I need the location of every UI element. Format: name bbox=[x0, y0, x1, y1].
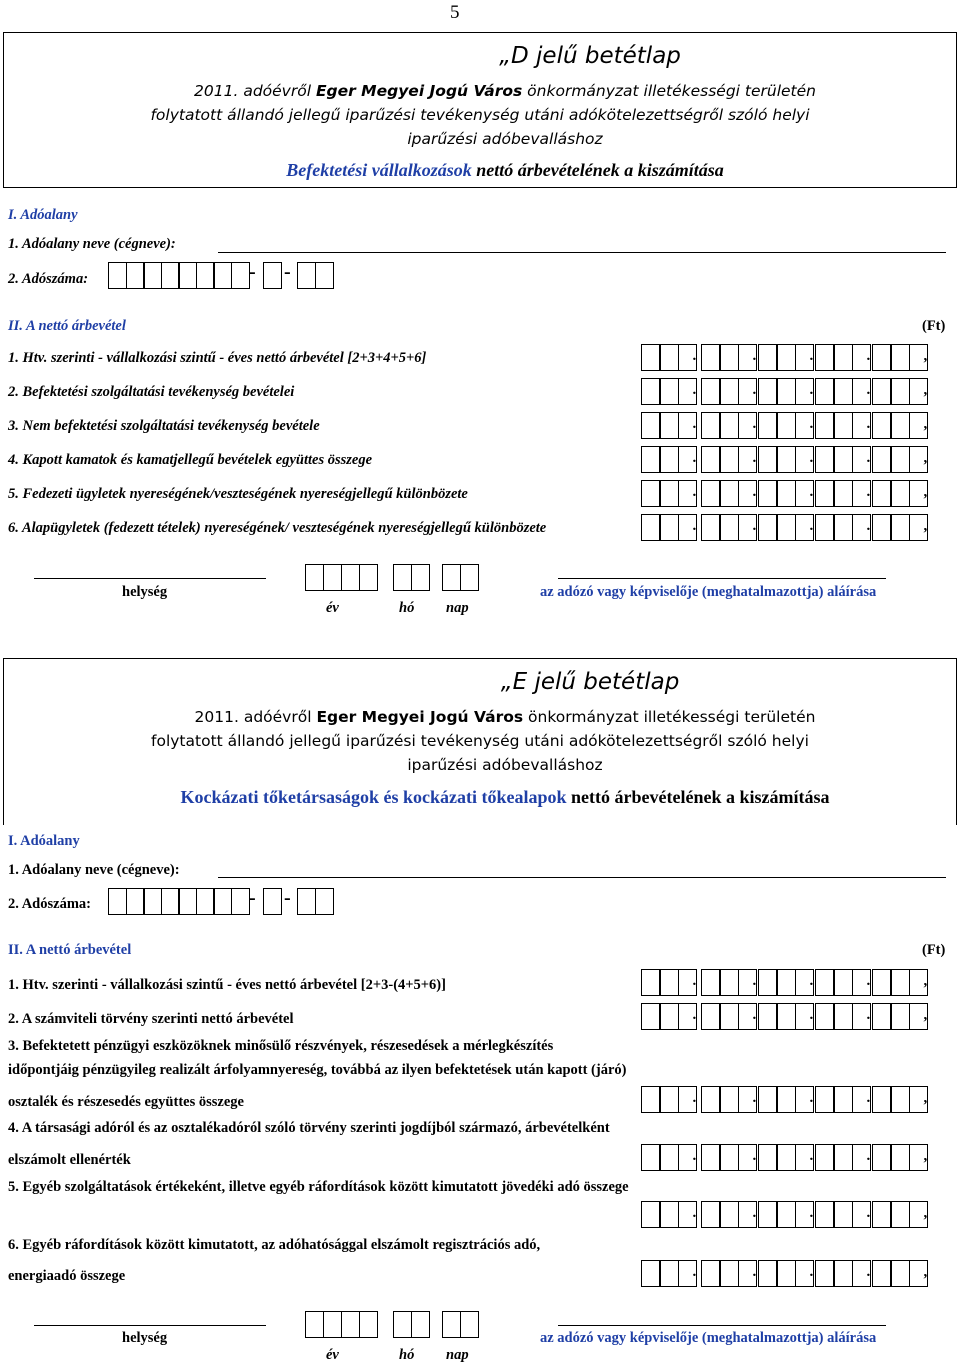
section-d-header-frame bbox=[3, 32, 957, 188]
tax-digit-box[interactable] bbox=[126, 262, 145, 289]
section-d-line3: iparűzési adóbevalláshoz bbox=[407, 130, 603, 148]
amount-separator: . bbox=[866, 1148, 871, 1164]
section-d-row-1: 1. Htv. szerinti - vállalkozási szintű - éves nettó árbevétel [2+3+4+5+6] bbox=[8, 350, 427, 366]
amount-digit-box[interactable] bbox=[815, 1086, 834, 1113]
section-e-subtitle: Kockázati tőketársaságok és kockázati tőkealapok nettó árbevételének a kiszámítása bbox=[180, 787, 830, 807]
amount-digit-box[interactable] bbox=[701, 1003, 720, 1030]
amount-digit-box[interactable] bbox=[891, 969, 910, 996]
amount-separator: , bbox=[923, 973, 928, 989]
amount-separator: . bbox=[866, 973, 871, 989]
amount-separator: . bbox=[809, 518, 814, 534]
amount-digit-box[interactable] bbox=[720, 1086, 739, 1113]
amount-digit-box[interactable] bbox=[758, 1260, 777, 1287]
section-e-name-line[interactable] bbox=[218, 877, 946, 878]
amount-digit-box[interactable] bbox=[660, 1201, 679, 1228]
amount-digit-box[interactable] bbox=[815, 1144, 834, 1171]
section-e-signature-caption: az adózó vagy képviselője (meghatalmazottja) aláírása bbox=[540, 1330, 877, 1346]
section-d-line2: folytatott állandó jellegű iparűzési tevékenység utáni adókötelezettségről szóló helyi bbox=[150, 106, 810, 124]
amount-digit-box[interactable] bbox=[777, 1201, 796, 1228]
amount-digit-box[interactable] bbox=[758, 514, 777, 541]
amount-digit-box[interactable] bbox=[777, 446, 796, 473]
amount-digit-box[interactable] bbox=[701, 514, 720, 541]
year-digit-box[interactable] bbox=[359, 1311, 378, 1338]
amount-digit-box[interactable] bbox=[701, 480, 720, 507]
section-d-line1: 2011. adóévről Eger Megyei Jogú Város önkormányzat illetékességi területén bbox=[194, 82, 816, 100]
amount-digit-box[interactable] bbox=[720, 969, 739, 996]
amount-separator: , bbox=[923, 1264, 928, 1280]
section-e-place-caption: helység bbox=[122, 1330, 168, 1346]
amount-digit-box[interactable] bbox=[660, 344, 679, 371]
day-digit-box[interactable] bbox=[460, 1311, 479, 1338]
amount-digit-box[interactable] bbox=[660, 514, 679, 541]
section-e-signature-line[interactable] bbox=[558, 1325, 886, 1326]
amount-digit-box[interactable] bbox=[777, 1086, 796, 1113]
tax-digit-box[interactable] bbox=[196, 262, 215, 289]
amount-separator: . bbox=[752, 1148, 757, 1164]
amount-digit-box[interactable] bbox=[815, 969, 834, 996]
section-e-month: hó bbox=[399, 1347, 415, 1363]
section-d-unit: (Ft) bbox=[922, 318, 946, 334]
tax-separator-dash: - bbox=[249, 261, 256, 283]
amount-digit-box[interactable] bbox=[720, 480, 739, 507]
amount-digit-box[interactable] bbox=[720, 1260, 739, 1287]
amount-digit-box[interactable] bbox=[872, 446, 891, 473]
amount-digit-box[interactable] bbox=[777, 1003, 796, 1030]
amount-separator: . bbox=[866, 1205, 871, 1221]
amount-separator: , bbox=[923, 1148, 928, 1164]
amount-separator: . bbox=[809, 484, 814, 500]
amount-digit-box[interactable] bbox=[872, 1260, 891, 1287]
amount-digit-box[interactable] bbox=[834, 514, 853, 541]
amount-separator: . bbox=[809, 348, 814, 364]
amount-separator: . bbox=[752, 1007, 757, 1023]
amount-separator: , bbox=[923, 1090, 928, 1106]
section-d-signature-line[interactable] bbox=[558, 578, 886, 579]
tax-digit-box[interactable] bbox=[108, 262, 127, 289]
amount-digit-box[interactable] bbox=[720, 344, 739, 371]
amount-separator: . bbox=[692, 416, 697, 432]
section-d-place-caption: helység bbox=[122, 584, 168, 600]
amount-digit-box[interactable] bbox=[834, 446, 853, 473]
amount-separator: . bbox=[692, 1205, 697, 1221]
amount-digit-box[interactable] bbox=[641, 480, 660, 507]
amount-separator: . bbox=[752, 416, 757, 432]
amount-separator: . bbox=[692, 1007, 697, 1023]
amount-separator: . bbox=[809, 450, 814, 466]
section-e-year: év bbox=[326, 1347, 339, 1363]
amount-digit-box[interactable] bbox=[834, 378, 853, 405]
tax-separator-dash: - bbox=[249, 887, 256, 909]
amount-digit-box[interactable] bbox=[815, 514, 834, 541]
amount-digit-box[interactable] bbox=[641, 1144, 660, 1171]
amount-separator: . bbox=[692, 348, 697, 364]
tax-digit-box[interactable] bbox=[178, 262, 197, 289]
section-d-row-5: 5. Fedezeti ügyletek nyereségének/veszteségének nyereségjellegű különbözete bbox=[8, 486, 468, 502]
amount-digit-box[interactable] bbox=[891, 480, 910, 507]
year-digit-box[interactable] bbox=[323, 1311, 342, 1338]
section-e-row4b: elszámolt ellenérték bbox=[8, 1152, 131, 1168]
amount-separator: . bbox=[866, 348, 871, 364]
month-digit-box[interactable] bbox=[411, 564, 430, 591]
amount-separator: , bbox=[923, 1205, 928, 1221]
section-e-row6b: energiaadó összege bbox=[8, 1268, 126, 1284]
amount-separator: , bbox=[923, 518, 928, 534]
section-e-line1: 2011. adóévről Eger Megyei Jogú Város önkormányzat illetékességi területén bbox=[194, 708, 816, 726]
day-digit-box[interactable] bbox=[442, 1311, 461, 1338]
amount-digit-box[interactable] bbox=[660, 412, 679, 439]
amount-digit-box[interactable] bbox=[758, 1086, 777, 1113]
amount-digit-box[interactable] bbox=[660, 1086, 679, 1113]
amount-digit-box[interactable] bbox=[777, 1260, 796, 1287]
section-d-year: év bbox=[326, 600, 339, 616]
amount-separator: . bbox=[752, 518, 757, 534]
amount-digit-box[interactable] bbox=[720, 1003, 739, 1030]
amount-separator: , bbox=[923, 450, 928, 466]
amount-digit-box[interactable] bbox=[641, 446, 660, 473]
tax-digit-box[interactable] bbox=[231, 888, 250, 915]
section-e-unit: (Ft) bbox=[922, 942, 946, 958]
amount-digit-box[interactable] bbox=[758, 378, 777, 405]
section-e-row2: 2. A számviteli törvény szerinti nettó árbevétel bbox=[8, 1011, 294, 1027]
amount-separator: , bbox=[923, 416, 928, 432]
tax-digit-box[interactable] bbox=[315, 888, 334, 915]
tax-digit-box[interactable] bbox=[213, 888, 232, 915]
amount-separator: . bbox=[809, 416, 814, 432]
section-d-tax-label: 2. Adószáma: bbox=[8, 271, 89, 287]
amount-digit-box[interactable] bbox=[720, 378, 739, 405]
tax-digit-box[interactable] bbox=[108, 888, 127, 915]
tax-digit-box[interactable] bbox=[161, 262, 180, 289]
amount-digit-box[interactable] bbox=[834, 1201, 853, 1228]
tax-digit-box[interactable] bbox=[178, 888, 197, 915]
amount-digit-box[interactable] bbox=[701, 412, 720, 439]
amount-digit-box[interactable] bbox=[834, 1086, 853, 1113]
amount-digit-box[interactable] bbox=[660, 480, 679, 507]
amount-separator: . bbox=[752, 382, 757, 398]
amount-digit-box[interactable] bbox=[641, 1086, 660, 1113]
section-e-header-frame bbox=[3, 658, 957, 825]
amount-digit-box[interactable] bbox=[834, 1260, 853, 1287]
amount-digit-box[interactable] bbox=[777, 412, 796, 439]
section-e-part2: II. A nettó árbevétel bbox=[8, 942, 132, 958]
amount-digit-box[interactable] bbox=[660, 1003, 679, 1030]
amount-digit-box[interactable] bbox=[815, 446, 834, 473]
amount-digit-box[interactable] bbox=[872, 480, 891, 507]
amount-digit-box[interactable] bbox=[701, 378, 720, 405]
amount-digit-box[interactable] bbox=[720, 412, 739, 439]
tax-digit-box[interactable] bbox=[143, 888, 162, 915]
amount-separator: , bbox=[923, 382, 928, 398]
amount-digit-box[interactable] bbox=[834, 344, 853, 371]
tax-digit-box[interactable] bbox=[297, 262, 316, 289]
amount-separator: . bbox=[866, 518, 871, 534]
section-e-line3: iparűzési adóbevalláshoz bbox=[407, 756, 603, 774]
month-digit-box[interactable] bbox=[411, 1311, 430, 1338]
amount-separator: . bbox=[866, 1264, 871, 1280]
amount-separator: . bbox=[809, 1148, 814, 1164]
section-e-row1: 1. Htv. szerinti - vállalkozási szintű - éves nettó árbevétel [2+3-(4+5+6)] bbox=[8, 977, 446, 993]
amount-digit-box[interactable] bbox=[758, 1003, 777, 1030]
tax-digit-box[interactable] bbox=[315, 262, 334, 289]
amount-digit-box[interactable] bbox=[660, 446, 679, 473]
section-e-day: nap bbox=[446, 1347, 469, 1363]
tax-digit-box[interactable] bbox=[231, 262, 250, 289]
amount-digit-box[interactable] bbox=[660, 378, 679, 405]
section-e-row5a: 5. Egyéb szolgáltatások értékeként, illetve egyéb ráfordítások között kimutatott jövedéki adó összege bbox=[8, 1179, 629, 1195]
amount-separator: . bbox=[809, 1090, 814, 1106]
amount-digit-box[interactable] bbox=[834, 1003, 853, 1030]
section-e-row3a: 3. Befektetett pénzügyi eszközöknek minősülő részvények, részesedések a mérlegkészítés bbox=[8, 1038, 554, 1054]
amount-digit-box[interactable] bbox=[641, 378, 660, 405]
amount-separator: . bbox=[752, 348, 757, 364]
amount-digit-box[interactable] bbox=[701, 344, 720, 371]
amount-digit-box[interactable] bbox=[777, 344, 796, 371]
amount-separator: . bbox=[692, 484, 697, 500]
day-digit-box[interactable] bbox=[442, 564, 461, 591]
amount-separator: . bbox=[692, 450, 697, 466]
amount-separator: . bbox=[692, 1090, 697, 1106]
section-e-line2: folytatott állandó jellegű iparűzési tevékenység utáni adókötelezettségről szóló helyi bbox=[151, 732, 809, 750]
section-d-row-4: 4. Kapott kamatok és kamatjellegű bevételek együttes összege bbox=[8, 452, 373, 468]
amount-digit-box[interactable] bbox=[777, 378, 796, 405]
amount-digit-box[interactable] bbox=[758, 344, 777, 371]
amount-separator: . bbox=[866, 416, 871, 432]
amount-digit-box[interactable] bbox=[891, 446, 910, 473]
amount-separator: . bbox=[752, 450, 757, 466]
section-e-row6a: 6. Egyéb ráfordítások között kimutatott, az adóhatósággal elszámolt regisztrációs adó, bbox=[8, 1237, 541, 1253]
amount-digit-box[interactable] bbox=[872, 1201, 891, 1228]
amount-digit-box[interactable] bbox=[641, 1260, 660, 1287]
amount-digit-box[interactable] bbox=[660, 969, 679, 996]
amount-digit-box[interactable] bbox=[660, 1144, 679, 1171]
section-d-part1: I. Adóalany bbox=[8, 207, 78, 223]
amount-separator: . bbox=[692, 382, 697, 398]
amount-digit-box[interactable] bbox=[872, 969, 891, 996]
amount-separator: . bbox=[809, 1007, 814, 1023]
amount-separator: . bbox=[866, 484, 871, 500]
amount-digit-box[interactable] bbox=[815, 378, 834, 405]
amount-digit-box[interactable] bbox=[891, 1003, 910, 1030]
amount-separator: . bbox=[692, 518, 697, 534]
amount-separator: . bbox=[809, 1264, 814, 1280]
amount-separator: , bbox=[923, 484, 928, 500]
amount-digit-box[interactable] bbox=[720, 1201, 739, 1228]
year-digit-box[interactable] bbox=[323, 564, 342, 591]
amount-digit-box[interactable] bbox=[720, 446, 739, 473]
amount-digit-box[interactable] bbox=[891, 1260, 910, 1287]
amount-separator: . bbox=[866, 382, 871, 398]
amount-separator: . bbox=[866, 1090, 871, 1106]
section-d-place-line[interactable] bbox=[34, 578, 266, 579]
amount-digit-box[interactable] bbox=[815, 1003, 834, 1030]
amount-digit-box[interactable] bbox=[891, 1201, 910, 1228]
amount-digit-box[interactable] bbox=[701, 1086, 720, 1113]
amount-digit-box[interactable] bbox=[660, 1260, 679, 1287]
tax-digit-box[interactable] bbox=[263, 262, 282, 289]
section-d-name-label: 1. Adóalany neve (cégneve): bbox=[8, 236, 176, 252]
section-e-title: „E jelű betétlap bbox=[500, 669, 680, 695]
tax-digit-box[interactable] bbox=[126, 888, 145, 915]
section-e-part1: I. Adóalany bbox=[8, 833, 80, 849]
amount-digit-box[interactable] bbox=[872, 344, 891, 371]
section-d-part2: II. A nettó árbevétel bbox=[8, 318, 126, 334]
amount-digit-box[interactable] bbox=[891, 1144, 910, 1171]
amount-separator: . bbox=[752, 1264, 757, 1280]
amount-separator: . bbox=[752, 484, 757, 500]
amount-digit-box[interactable] bbox=[641, 969, 660, 996]
amount-digit-box[interactable] bbox=[777, 969, 796, 996]
tax-digit-box[interactable] bbox=[213, 262, 232, 289]
amount-digit-box[interactable] bbox=[872, 378, 891, 405]
section-d-row-6: 6. Alapügyletek (fedezett tételek) nyereségének/ veszteségének nyereségjellegű különbözete bbox=[8, 520, 547, 536]
section-d-row-3: 3. Nem befektetési szolgáltatási tevékenység bevétele bbox=[8, 418, 320, 434]
month-digit-box[interactable] bbox=[393, 564, 412, 591]
amount-digit-box[interactable] bbox=[815, 1201, 834, 1228]
section-e-place-line[interactable] bbox=[34, 1325, 266, 1326]
amount-digit-box[interactable] bbox=[701, 446, 720, 473]
amount-digit-box[interactable] bbox=[872, 412, 891, 439]
section-d-subtitle: Befektetési vállalkozások nettó árbevételének a kiszámítása bbox=[286, 160, 724, 180]
amount-digit-box[interactable] bbox=[815, 480, 834, 507]
amount-separator: . bbox=[752, 973, 757, 989]
amount-digit-box[interactable] bbox=[758, 1201, 777, 1228]
amount-separator: . bbox=[692, 973, 697, 989]
section-d-row-2: 2. Befektetési szolgáltatási tevékenység bevételei bbox=[8, 384, 295, 400]
amount-digit-box[interactable] bbox=[815, 412, 834, 439]
amount-digit-box[interactable] bbox=[641, 344, 660, 371]
amount-digit-box[interactable] bbox=[641, 1003, 660, 1030]
amount-digit-box[interactable] bbox=[872, 1144, 891, 1171]
year-digit-box[interactable] bbox=[341, 1311, 360, 1338]
amount-digit-box[interactable] bbox=[815, 1260, 834, 1287]
amount-separator: . bbox=[866, 450, 871, 466]
amount-digit-box[interactable] bbox=[891, 344, 910, 371]
section-e-row3c: osztalék és részesedés együttes összege bbox=[8, 1094, 244, 1110]
amount-digit-box[interactable] bbox=[701, 969, 720, 996]
tax-digit-box[interactable] bbox=[143, 262, 162, 289]
amount-separator: . bbox=[809, 973, 814, 989]
amount-digit-box[interactable] bbox=[872, 1003, 891, 1030]
amount-separator: . bbox=[866, 1007, 871, 1023]
amount-digit-box[interactable] bbox=[758, 412, 777, 439]
amount-digit-box[interactable] bbox=[891, 514, 910, 541]
year-digit-box[interactable] bbox=[341, 564, 360, 591]
section-e-name-label: 1. Adóalany neve (cégneve): bbox=[8, 862, 180, 878]
day-digit-box[interactable] bbox=[460, 564, 479, 591]
amount-digit-box[interactable] bbox=[720, 1144, 739, 1171]
amount-digit-box[interactable] bbox=[758, 969, 777, 996]
year-digit-box[interactable] bbox=[305, 564, 324, 591]
amount-digit-box[interactable] bbox=[758, 1144, 777, 1171]
amount-separator: . bbox=[752, 1205, 757, 1221]
tax-separator-dash: - bbox=[284, 261, 291, 283]
amount-digit-box[interactable] bbox=[872, 1086, 891, 1113]
amount-digit-box[interactable] bbox=[720, 514, 739, 541]
section-d-month: hó bbox=[399, 600, 415, 616]
amount-digit-box[interactable] bbox=[891, 378, 910, 405]
amount-digit-box[interactable] bbox=[701, 1144, 720, 1171]
amount-digit-box[interactable] bbox=[777, 1144, 796, 1171]
section-d-name-line[interactable] bbox=[218, 252, 946, 253]
month-digit-box[interactable] bbox=[393, 1311, 412, 1338]
amount-digit-box[interactable] bbox=[701, 1260, 720, 1287]
amount-separator: . bbox=[692, 1148, 697, 1164]
amount-digit-box[interactable] bbox=[834, 480, 853, 507]
tax-separator-dash: - bbox=[284, 887, 291, 909]
section-d-day: nap bbox=[446, 600, 469, 616]
amount-digit-box[interactable] bbox=[891, 1086, 910, 1113]
section-d-signature-caption: az adózó vagy képviselője (meghatalmazottja) aláírása bbox=[540, 584, 877, 600]
amount-digit-box[interactable] bbox=[758, 480, 777, 507]
amount-digit-box[interactable] bbox=[834, 1144, 853, 1171]
amount-separator: , bbox=[923, 1007, 928, 1023]
amount-separator: . bbox=[809, 1205, 814, 1221]
section-e-row3b: időpontjáig pénzügyileg realizált árfolyamnyereség, továbbá az ilyen befektetések után kapott (járó) bbox=[8, 1062, 627, 1078]
tax-digit-box[interactable] bbox=[161, 888, 180, 915]
tax-digit-box[interactable] bbox=[263, 888, 282, 915]
year-digit-box[interactable] bbox=[305, 1311, 324, 1338]
amount-digit-box[interactable] bbox=[891, 412, 910, 439]
amount-separator: , bbox=[923, 348, 928, 364]
amount-separator: . bbox=[692, 1264, 697, 1280]
tax-digit-box[interactable] bbox=[196, 888, 215, 915]
amount-digit-box[interactable] bbox=[641, 1201, 660, 1228]
amount-digit-box[interactable] bbox=[641, 412, 660, 439]
section-e-tax-label: 2. Adószáma: bbox=[8, 896, 91, 912]
amount-digit-box[interactable] bbox=[872, 514, 891, 541]
section-e-row4a: 4. A társasági adóról és az osztalékadóról szóló törvény szerinti jogdíjból származó, árbevételként bbox=[8, 1120, 610, 1136]
section-d-title: „D jelű betétlap bbox=[499, 43, 681, 69]
amount-digit-box[interactable] bbox=[815, 344, 834, 371]
amount-digit-box[interactable] bbox=[641, 514, 660, 541]
amount-digit-box[interactable] bbox=[701, 1201, 720, 1228]
page-number: 5 bbox=[450, 2, 460, 23]
amount-digit-box[interactable] bbox=[777, 514, 796, 541]
amount-separator: . bbox=[752, 1090, 757, 1106]
amount-digit-box[interactable] bbox=[758, 446, 777, 473]
tax-digit-box[interactable] bbox=[297, 888, 316, 915]
amount-digit-box[interactable] bbox=[777, 480, 796, 507]
amount-digit-box[interactable] bbox=[834, 412, 853, 439]
amount-digit-box[interactable] bbox=[834, 969, 853, 996]
year-digit-box[interactable] bbox=[359, 564, 378, 591]
amount-separator: . bbox=[809, 382, 814, 398]
